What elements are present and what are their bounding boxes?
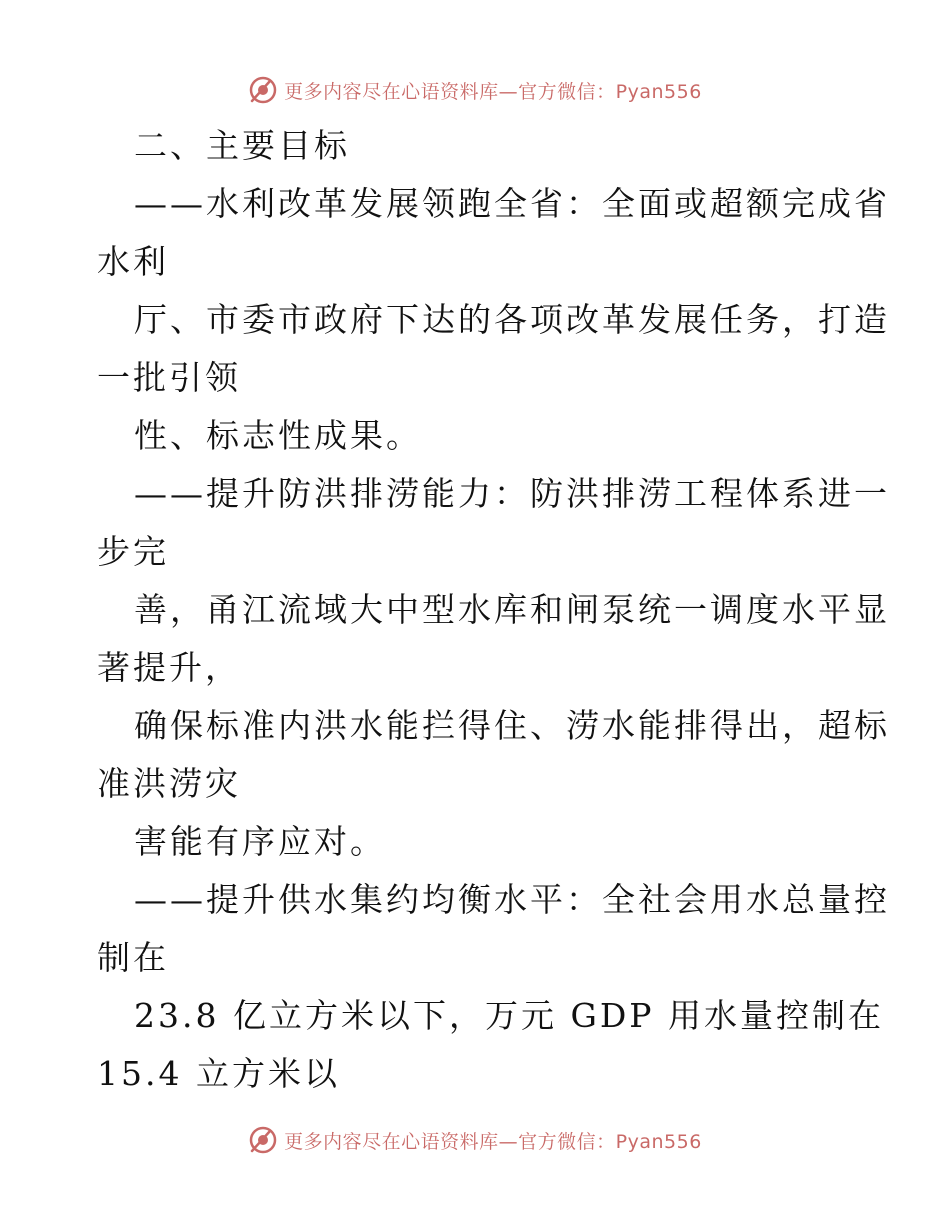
- document-body: [97, 117, 890, 1103]
- text-line: ——提升供水集约均衡水平：全社会用水总量控: [134, 880, 890, 919]
- text-line: 一批引领: [97, 358, 241, 397]
- text-line: 厅、市委市政府下达的各项改革发展任务，打造: [134, 300, 890, 339]
- watermark-text: 更多内容尽在心语资料库—官方微信：Pyan556: [284, 1130, 702, 1153]
- text-line: 水利: [97, 242, 169, 281]
- text-line: 步完: [97, 532, 169, 571]
- text-line: ——提升防洪排涝能力：防洪排涝工程体系进一: [134, 474, 890, 513]
- text-line: 二、主要目标: [134, 126, 350, 165]
- text-line: 确保标准内洪水能拦得住、涝水能排得出，超标: [134, 706, 890, 745]
- text-line: 准洪涝灾: [97, 764, 241, 803]
- text-line: 15.4 立方米以: [97, 1054, 340, 1093]
- text-line: ——水利改革发展领跑全省：全面或超额完成省: [134, 184, 890, 223]
- watermark-footer: [0, 1120, 950, 1160]
- text-line: 著提升，: [97, 648, 241, 687]
- quill-seal-icon: [248, 1125, 278, 1155]
- text-line: 性、标志性成果。: [134, 416, 422, 455]
- text-line: 害能有序应对。: [134, 822, 386, 861]
- text-line: 23.8 亿立方米以下，万元 GDP 用水量控制在: [134, 996, 884, 1035]
- text-line: 善，甬江流域大中型水库和闸泵统一调度水平显: [134, 590, 890, 629]
- watermark-header: [0, 70, 950, 110]
- quill-seal-icon: [248, 75, 278, 105]
- text-line: 制在: [97, 938, 169, 977]
- watermark-text: 更多内容尽在心语资料库—官方微信：Pyan556: [284, 80, 702, 103]
